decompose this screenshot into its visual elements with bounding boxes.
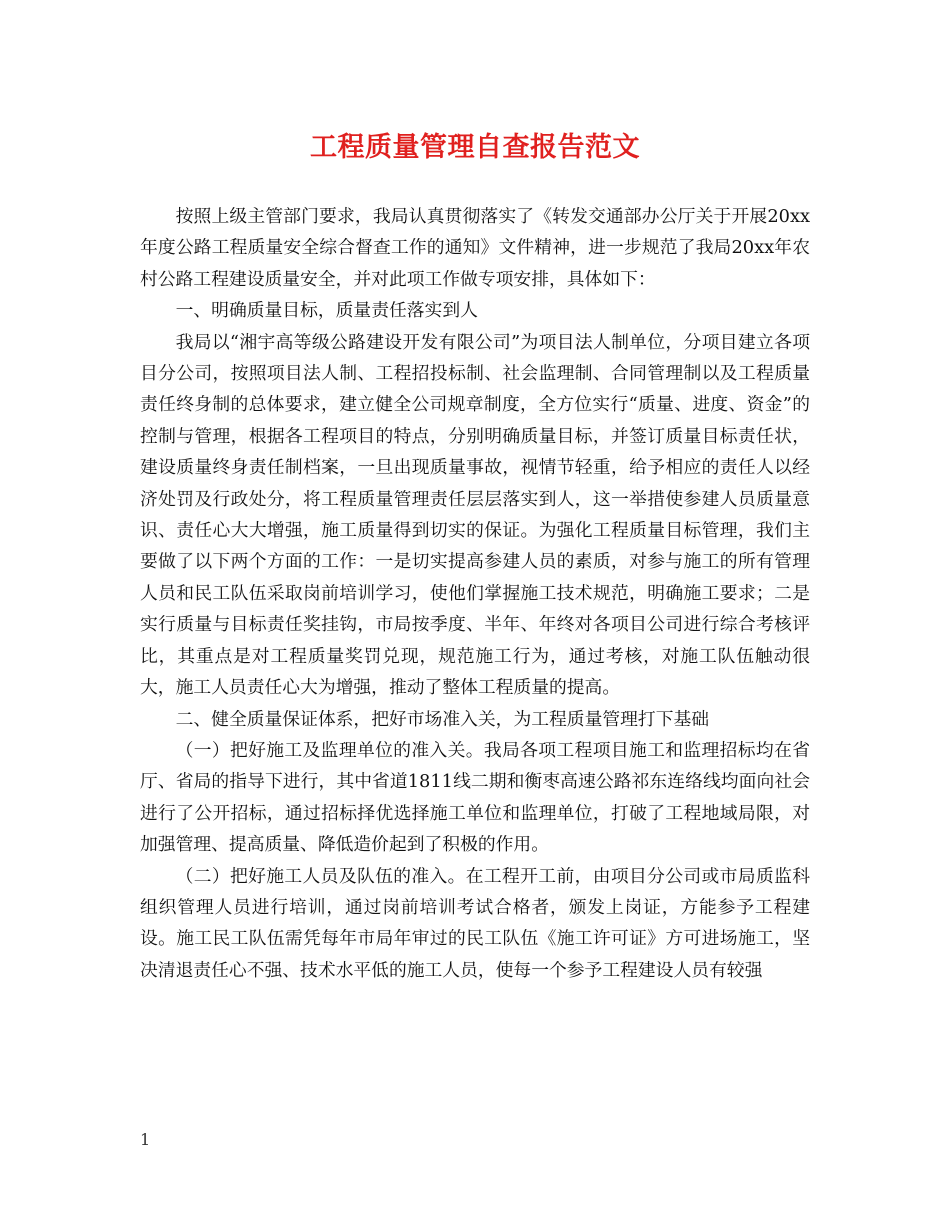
document-title: 工程质量管理自查报告范文 <box>310 132 640 163</box>
paragraph-intro: 按照上级主管部门要求，我局认真贯彻落实了《转发交通部办公厅关于开展20xx年度公路工程质量安全综合督查工作的通知》文件精神，进一步规范了我局20xx年农村公路工程建设质量安全，并对此项工作做专项安排，具体如下： <box>140 206 810 290</box>
section-heading-2: 二、健全质量保证体系，把好市场准入关，为工程质量管理打下基础 <box>175 708 710 730</box>
page-number: 1 <box>140 1130 151 1149</box>
paragraph-section-1: 我局以“湘宇高等级公路建设开发有限公司”为项目法人制单位，分项目建立各项目分公司，按照项目法人制、工程招投标制、社会监理制、合同管理制以及工程质量责任终身制的总体要求，建立健全公司规章制度，全方位实行“质量、进度、资金”的控制与管理，根据各工程项目的特点，分别明确质量目标，并签订质量目标责任状，建设质量终身责任制档案，一旦出现质量事故，视情节轻重，给予相应的责任人以经济处罚及行政处分，将工程质量管理责任层层落实到人，这一举措使参建人员质量意识、责任心大大增强，施工质量得到切实的保证。为强化工程质量目标管理，我们主要做了以下两个方面的工作：一是切实提高参建人员的素质，对参与施工的所有管理人员和民工队伍采取岗前培训学习，使他们掌握施工技术规范，明确施工要求；二是实行质量与目标责任奖挂钩，市局按季度、半年、年终对各项目公司进行综合考核评比，其重点是对工程质量奖罚兑现，规范施工行为，通过考核，对施工队伍触动很大，施工人员责任心大为增强，推动了整体工程质量的提高。 <box>140 331 810 699</box>
paragraph-subsection-1: （一）把好施工及监理单位的准入关。我局各项工程项目施工和监理招标均在省厅、省局的指导下进行，其中省道1811线二期和衡枣高速公路祁东连络线均面向社会进行了公开招标，通过招标择优选择施工单位和监理单位，打破了工程地域局限，对加强管理、提高质量、降低造价起到了积极的作用。 <box>140 739 810 856</box>
document-body <box>140 201 810 986</box>
section-heading-1: 一、明确质量目标，质量责任落实到人 <box>175 300 478 322</box>
paragraph-subsection-2: （二）把好施工人员及队伍的准入。在工程开工前，由项目分公司或市局质监科组织管理人员进行培训，通过岗前培训考试合格者，颁发上岗证，方能参予工程建设。施工民工队伍需凭每年市局年审过的民工队伍《施工许可证》方可进场施工，坚决清退责任心不强、技术水平低的施工人员，使每一个参予工程建设人员有较强 <box>140 865 810 981</box>
